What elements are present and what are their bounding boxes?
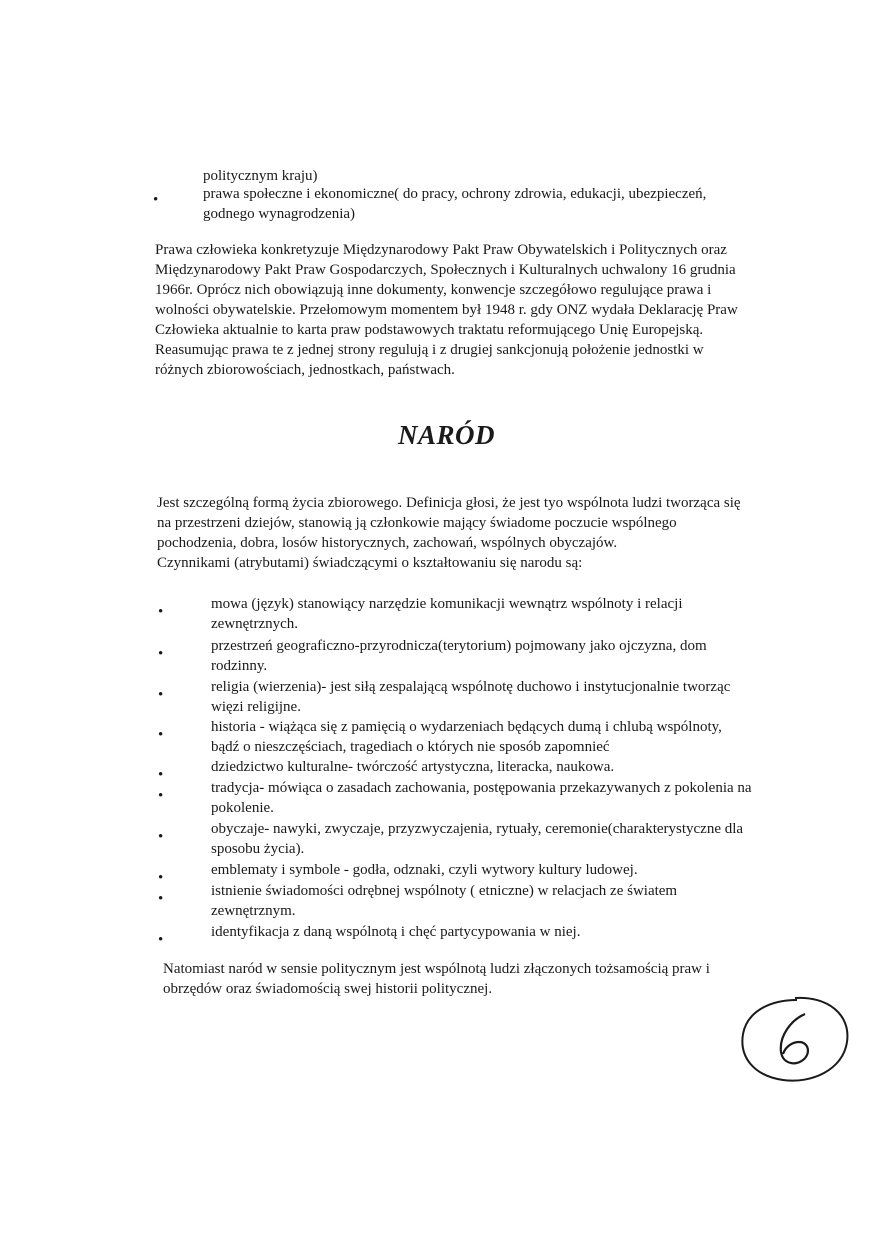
bullet: • [158,604,164,620]
bullet: • [158,646,164,662]
bullet: • [158,727,164,743]
bullet: • [153,192,159,208]
factor-line: emblematy i symbole - godła, odznaki, czyli wytwory kultury ludowej. [211,862,638,878]
bullet: • [158,767,164,783]
list-item-line: prawa społeczne i ekonomiczne( do pracy, ochrony zdrowia, edukacji, ubezpieczeń, [203,186,707,202]
paragraph-line: na przestrzeni dziejów, stanowią ją członkowie mający świadome poczucie wspólnego [157,515,677,531]
factor-line: istnienie świadomości odrębnej wspólnoty ( etniczne) w relacjach ze światem [211,883,678,899]
list-item-line: godnego wynagrodzenia) [203,206,356,222]
factor-line: zewnętrznym. [211,903,296,919]
list-continuation: politycznym kraju) [203,168,318,184]
paragraph-line: Reasumując prawa te z jednej strony regulują i z drugiej sankcjonują położenie jednostki w [155,342,704,358]
factor-line: obyczaje- nawyki, zwyczaje, przyzwyczajenia, rytuały, ceremonie(charakterystyczne dla [211,821,744,837]
paragraph-line: Jest szczególną formą życia zbiorowego. Definicja głosi, że jest tyo wspólnota ludzi tworząca się [157,495,741,511]
factor-line: przestrzeń geograficzno-przyrodnicza(terytorium) pojmowany jako ojczyzna, dom [211,638,707,654]
factor-line: mowa (język) stanowiący narzędzie komunikacji wewnątrz wspólnoty i relacji [211,596,683,612]
paragraph-line: Prawa człowieka konkretyzuje Międzynarodowy Pakt Praw Obywatelskich i Politycznych oraz [155,242,727,258]
paragraph-line: pochodzenia, dobra, losów historycznych, zachowań, wspólnych obyczajów. [157,535,618,551]
circled-number-icon [735,992,853,1086]
bullet: • [158,829,164,845]
section-title: NARÓD [397,420,495,450]
paragraph-line: Czynnikami (atrybutami) świadczącymi o kształtowaniu się narodu są: [157,555,583,571]
paragraph-line: wolności obywatelskie. Przełomowym momentem był 1948 r. gdy ONZ wydała Deklarację Praw [155,302,738,318]
paragraph-line: obrzędów oraz świadomością swej historii politycznej. [163,981,493,997]
bullet: • [158,788,164,804]
factor-line: identyfikacja z daną wspólnotą i chęć partycypowania w niej. [211,924,581,940]
paragraph-line: Natomiast naród w sensie politycznym jest wspólnotą ludzi złączonych tożsamością praw i [163,961,710,977]
factor-line: pokolenie. [211,800,274,816]
factor-line: więzi religijne. [211,699,301,715]
factor-line: historia - wiążąca się z pamięcią o wydarzeniach będących dumą i chlubą wspólnoty, [211,719,722,735]
factor-line: tradycja- mówiąca o zasadach zachowania, postępowania przekazywanych z pokolenia na [211,780,752,796]
paragraph-line: Międzynarodowy Pakt Praw Gospodarczych, Społecznych i Kulturalnych uchwalony 16 grudnia [155,262,736,278]
factor-line: dziedzictwo kulturalne- twórczość artystyczna, literacka, naukowa. [211,759,615,775]
factor-line: zewnętrznych. [211,616,299,632]
bullet: • [158,870,164,886]
factor-line: rodzinny. [211,658,268,674]
factor-line: religia (wierzenia)- jest siłą zespalającą wspólnotę duchowo i instytucjonalnie tworząc [211,679,731,695]
handwritten-page-number [735,992,853,1086]
bullet: • [158,932,164,948]
bullet: • [158,687,164,703]
paragraph-line: Człowieka aktualnie to karta praw podstawowych traktatu reformującego Unię Europejską. [155,322,704,338]
factor-line: bądź o nieszczęściach, tragediach o których nie sposób zapomnieć [211,739,610,755]
factor-line: sposobu życia). [211,841,305,857]
bullet: • [158,891,164,907]
paragraph-line: 1966r. Oprócz nich obowiązują inne dokumenty, konwencje szczegółowo regulujące prawa i [155,282,712,298]
paragraph-line: różnych zbiorowościach, jednostkach, państwach. [155,362,455,378]
